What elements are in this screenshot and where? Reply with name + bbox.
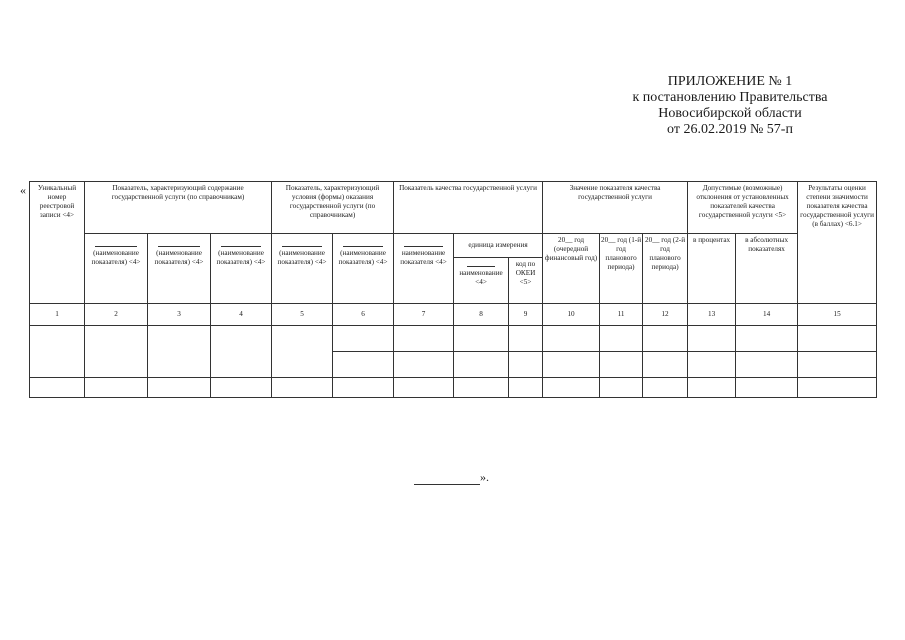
header-row-2 — [30, 234, 877, 258]
column-number: 13 — [688, 304, 736, 326]
blank-line — [404, 246, 444, 247]
data-cell — [543, 352, 600, 378]
column-number: 3 — [148, 304, 211, 326]
data-cell — [394, 326, 454, 352]
data-cell — [688, 352, 736, 378]
data-cell — [543, 378, 600, 398]
header-row-1 — [30, 182, 877, 234]
data-row — [30, 378, 877, 398]
column-number: 11 — [600, 304, 643, 326]
significance-score-header: Результаты оценки степени значимости показателя качества государственной услуги (в баллах) <6.1> — [798, 182, 877, 304]
quality-value-header: Значение показателя качества государственной услуги — [543, 182, 688, 234]
content-name-cell-3: (наименование показателя) <4> — [211, 234, 272, 304]
conditions-name-cell-2: (наименование показателя) <4> — [333, 234, 394, 304]
data-cell — [272, 326, 333, 378]
data-cell — [798, 378, 877, 398]
data-cell — [600, 326, 643, 352]
year-plan-2-header: 20__ год (2-й год планового периода) — [643, 234, 688, 304]
data-cell — [643, 378, 688, 398]
data-row — [30, 326, 877, 352]
quality-indicator-header: Показатель качества государственной услуги — [394, 182, 543, 234]
data-cell — [509, 326, 543, 352]
quality-name-cell: наименование показателя <4> — [394, 234, 454, 304]
data-cell — [148, 378, 211, 398]
content-name-cell-1: (наименование показателя) <4> — [85, 234, 148, 304]
data-cell — [211, 326, 272, 378]
blank-line — [343, 246, 384, 247]
data-cell — [600, 378, 643, 398]
data-cell — [736, 378, 798, 398]
data-cell — [333, 378, 394, 398]
opening-quote: « — [20, 183, 26, 197]
data-cell — [211, 378, 272, 398]
column-number: 5 — [272, 304, 333, 326]
blank-line — [221, 246, 262, 247]
underline-blank — [414, 472, 480, 485]
closing-line — [414, 470, 489, 485]
column-number: 7 — [394, 304, 454, 326]
data-cell — [30, 326, 85, 378]
data-cell — [85, 326, 148, 378]
column-number: 15 — [798, 304, 877, 326]
column-number: 6 — [333, 304, 394, 326]
region-name: Новосибирской области — [658, 106, 802, 121]
column-number: 4 — [211, 304, 272, 326]
deviation-absolute-header: в абсолютных показателях — [736, 234, 798, 304]
data-cell — [454, 326, 509, 352]
data-cell — [688, 326, 736, 352]
data-cell — [85, 378, 148, 398]
data-cell — [688, 378, 736, 398]
unique-record-number-header: Уникальный номер реестровой записи <4> — [30, 182, 85, 304]
column-number: 12 — [643, 304, 688, 326]
column-number: 10 — [543, 304, 600, 326]
conditions-indicator-header: Показатель, характеризующий условия (формы) оказания государственной услуги (по справочникам) — [272, 182, 394, 234]
data-cell — [798, 352, 877, 378]
decree-reference: к постановлению Правительства — [632, 90, 828, 105]
column-number: 8 — [454, 304, 509, 326]
data-cell — [509, 352, 543, 378]
deviation-percent-header: в процентах — [688, 234, 736, 304]
allowed-deviation-header: Допустимые (возможные) отклонения от установленных показателей качества государственной услуги <5> — [688, 182, 798, 234]
data-cell — [736, 326, 798, 352]
blank-line — [158, 246, 200, 247]
blank-line — [95, 246, 137, 247]
blank-line — [282, 246, 323, 247]
closing-quote: ». — [480, 470, 489, 484]
column-number: 14 — [736, 304, 798, 326]
data-cell — [543, 326, 600, 352]
column-number: 2 — [85, 304, 148, 326]
data-cell — [333, 326, 394, 352]
conditions-name-cell-1: (наименование показателя) <4> — [272, 234, 333, 304]
data-cell — [272, 378, 333, 398]
data-cell — [148, 326, 211, 378]
year-plan-1-header: 20__ год (1-й год планового периода) — [600, 234, 643, 304]
content-indicator-header: Показатель, характеризующий содержание государственной услуги (по справочникам) — [85, 182, 272, 234]
okei-code-header: код по ОКЕИ <5> — [509, 258, 543, 304]
data-cell — [454, 378, 509, 398]
data-cell — [798, 326, 877, 352]
column-number: 9 — [509, 304, 543, 326]
data-cell — [736, 352, 798, 378]
unit-name-cell: наименование <4> — [454, 258, 509, 304]
data-cell — [394, 352, 454, 378]
approval-header — [560, 74, 900, 138]
data-cell — [509, 378, 543, 398]
content-name-cell-2: (наименование показателя) <4> — [148, 234, 211, 304]
data-cell — [454, 352, 509, 378]
data-cell — [333, 352, 394, 378]
unit-of-measure-header: единица измерения — [454, 234, 543, 258]
quality-indicators-table — [29, 181, 877, 398]
data-cell — [643, 326, 688, 352]
appendix-title: ПРИЛОЖЕНИЕ № 1 — [667, 74, 793, 89]
data-cell — [30, 378, 85, 398]
decree-date-number: от 26.02.2019 № 57-п — [667, 122, 793, 137]
column-number-row — [30, 304, 877, 326]
data-cell — [643, 352, 688, 378]
blank-line — [467, 266, 496, 267]
data-cell — [394, 378, 454, 398]
column-number: 1 — [30, 304, 85, 326]
year-current-header: 20__ год (очередной финансовый год) — [543, 234, 600, 304]
data-cell — [600, 352, 643, 378]
